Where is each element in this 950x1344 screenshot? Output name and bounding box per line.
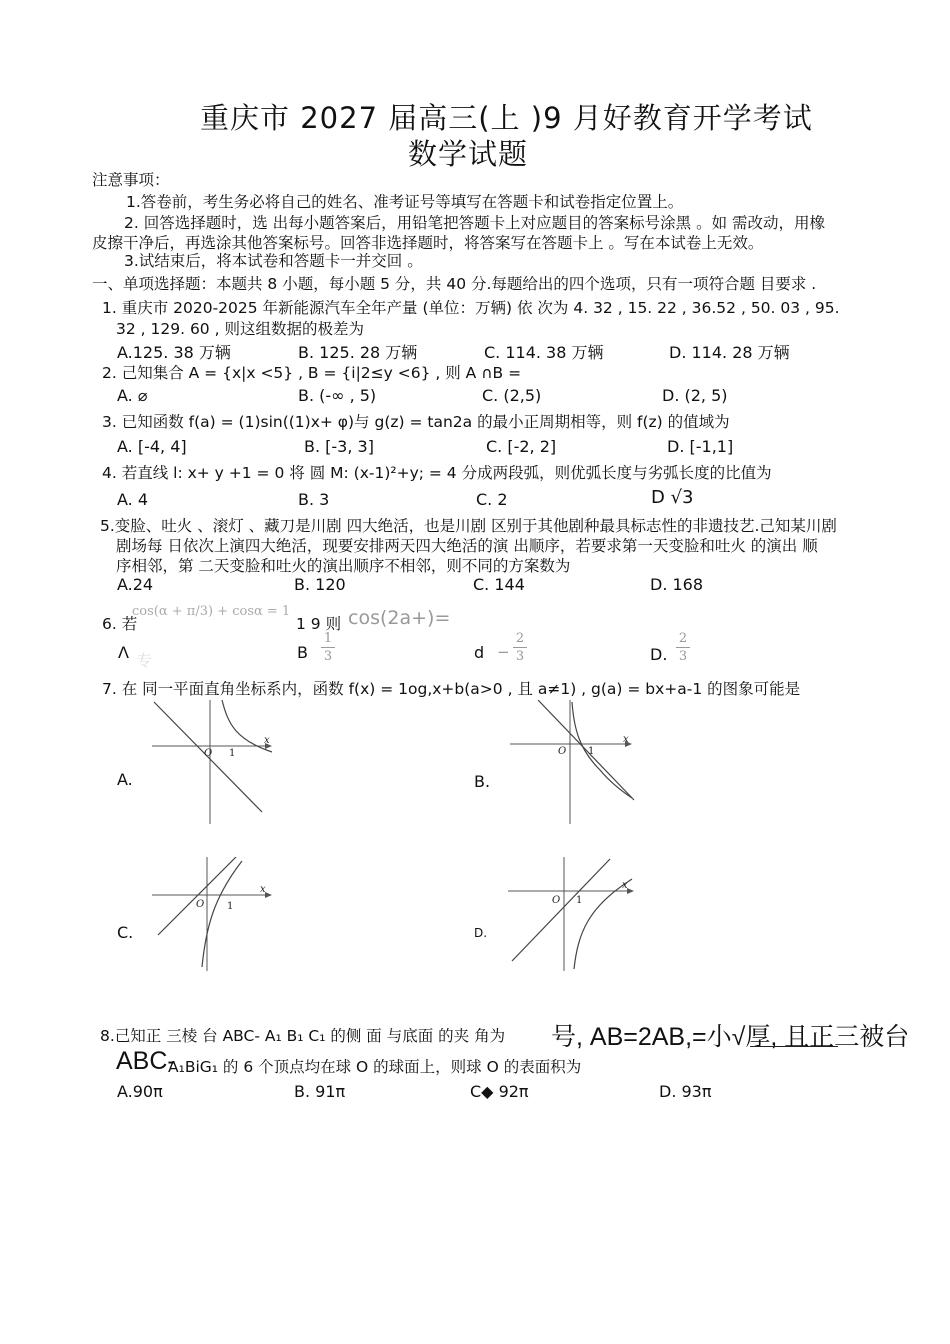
q3-option-d: D. [-1,1] bbox=[667, 437, 734, 456]
q8-stem-line-1a: 8.己知正 三棱 台 ABC- A₁ B₁ C₁ 的侧 面 与底面 的夹 角为 bbox=[100, 1027, 506, 1045]
q3-option-a: A. [-4, 4] bbox=[117, 437, 187, 456]
section-heading: 一、单项选择题：本题共 8 小题，每小题 5 分，共 40 分.每题给出的四个选项，只有一项符合题 目要求 . bbox=[92, 275, 817, 293]
x-label: x bbox=[264, 735, 270, 746]
x-label: x bbox=[622, 880, 628, 891]
q4-stem: 4. 若直线 l: x+ y +1 = 0 将 圆 M: (x-1)²+y; = 4 分成两段弧，则优弧长度与劣弧长度的比值为 bbox=[102, 464, 772, 482]
page-subtitle: 数学试题 bbox=[408, 137, 529, 171]
page-title: 重庆市 2027 届高三(上 )9 月好教育开学考试 bbox=[200, 101, 813, 135]
q1-stem-line-1: 1. 重庆市 2020-2025 年新能源汽车全年产量 (单位：万辆) 依 次为 4. 32 , 15. 22 , 36.52 , 50. 03 , 95. bbox=[102, 299, 840, 317]
q6-option-a-ghost: 专 bbox=[136, 651, 153, 670]
q6-option-c-denominator: 3 bbox=[515, 649, 525, 664]
q5-stem-line-2: 剧场每 日依次上演四大绝活，现要安排两天四大绝活的演 出顺序，若要求第一天变脸和吐火 的演出 顺 bbox=[116, 537, 818, 555]
origin-label: O bbox=[552, 895, 561, 906]
fraction-bar bbox=[676, 647, 690, 648]
q1-option-a: A.125. 38 万辆 bbox=[117, 343, 231, 362]
q7-option-b-label: B. bbox=[474, 772, 491, 791]
q3-option-b: B. [-3, 3] bbox=[304, 437, 374, 456]
q4-option-a: A. 4 bbox=[117, 490, 149, 509]
notice-item-3: 3.试结束后，将本试卷和答题卡一并交回 。 bbox=[124, 252, 423, 270]
log-graph-curve bbox=[572, 702, 632, 798]
q6-number: 6. 若 bbox=[102, 615, 138, 633]
q6-option-c-numerator: 2 bbox=[515, 631, 525, 646]
one-tick-label: 1 bbox=[227, 901, 234, 912]
q4-option-c: C. 2 bbox=[476, 490, 508, 509]
q8-stem-line-1b: 号, AB=2AB,=小√厚, 且正三被台 bbox=[551, 1023, 910, 1051]
origin-label: O bbox=[204, 748, 213, 759]
q6-option-d-numerator: 2 bbox=[678, 631, 688, 646]
q6-option-d: D. bbox=[650, 645, 668, 664]
q5-option-c: C. 144 bbox=[473, 575, 525, 594]
linear-graph-line bbox=[538, 700, 634, 800]
q6-option-c-sign: − bbox=[497, 643, 510, 661]
log-graph-curve bbox=[574, 879, 632, 969]
q2-option-a: A. ⌀ bbox=[117, 386, 148, 405]
x-label: x bbox=[623, 734, 629, 745]
q6-tail-expression: cos(2a+)= bbox=[348, 607, 451, 629]
q4-option-b: B. 3 bbox=[298, 490, 330, 509]
underline-mark bbox=[750, 1046, 838, 1047]
x-label: x bbox=[260, 884, 266, 895]
q1-option-d: D. 114. 28 万辆 bbox=[669, 343, 790, 362]
q8-stem-line-2b: A₁BiG₁ 的 6 个顶点均在球 O 的球面上，则球 O 的表面积为 bbox=[168, 1058, 582, 1076]
q7-option-a-label: A. bbox=[117, 770, 133, 789]
q6-option-a: Λ bbox=[118, 643, 129, 662]
q3-option-c: C. [-2, 2] bbox=[486, 437, 557, 456]
linear-graph-line bbox=[158, 857, 236, 935]
origin-label: O bbox=[558, 746, 567, 757]
q6-option-b-denominator: 3 bbox=[323, 649, 333, 664]
one-tick-label: 1 bbox=[229, 748, 236, 759]
q1-option-b: B. 125. 28 万辆 bbox=[298, 343, 418, 362]
q7-graph-a bbox=[152, 700, 274, 824]
q6-option-c-fraction bbox=[513, 631, 527, 664]
q7-option-d-label: D. bbox=[474, 926, 488, 940]
q3-stem: 3. 已知函数 f(a) = (1)sin((1)x+ φ)与 g(z) = tan2a 的最小正周期相等，则 f(z) 的值域为 bbox=[102, 413, 730, 431]
q5-option-d: D. 168 bbox=[650, 575, 704, 594]
notice-item-2-line-2: 皮擦干净后，再选涂其他答案标号。回答非选择题时，将答案写在答题卡上 。写在本试卷上无效。 bbox=[92, 234, 764, 252]
q7-graph-d bbox=[508, 857, 638, 971]
x-axis-arrow bbox=[265, 892, 272, 898]
q5-option-b: B. 120 bbox=[294, 575, 346, 594]
q8-stem-line-2a: ABC- bbox=[116, 1047, 176, 1075]
q2-option-d: D. (2, 5) bbox=[662, 386, 728, 405]
one-tick-label: 1 bbox=[588, 746, 595, 757]
q2-stem: 2. 己知集合 A = {x|x <5} , B = {i|2≤y <6} , 则 A ∩B = bbox=[102, 364, 522, 382]
q6-option-d-denominator: 3 bbox=[678, 649, 688, 664]
q7-stem: 7. 在 同一平面直角坐标系内，函数 f(x) = 1og,x+b(a>0 , 且 a≠1) , g(a) = bx+a-1 的图象可能是 bbox=[102, 680, 801, 698]
q8-option-d: D. 93π bbox=[659, 1082, 712, 1101]
q8-option-a: A.90π bbox=[117, 1082, 163, 1101]
q6-option-b-fraction bbox=[321, 631, 335, 664]
q6-mid-text: 1 9 则 bbox=[296, 615, 342, 633]
q6-formula: cos(α + π/3) + cosα = 1 bbox=[132, 604, 291, 619]
q8-option-c: C◆ 92π bbox=[470, 1082, 529, 1101]
q7-graph-b bbox=[510, 700, 636, 824]
q5-stem-line-1: 5.变脸、吐火 、滚灯 、藏刀是川剧 四大绝活，也是川剧 区别于其他剧种最具标志性的非遗技艺.己知某川剧 bbox=[100, 517, 837, 535]
q7-graph-c bbox=[152, 857, 274, 971]
origin-label: O bbox=[196, 899, 205, 910]
q1-stem-line-2: 32 , 129. 60 , 则这组数据的极差为 bbox=[116, 320, 364, 338]
q4-option-d: D √3 bbox=[651, 487, 694, 508]
fraction-bar bbox=[513, 647, 527, 648]
q6-option-b-numerator: 1 bbox=[323, 631, 333, 646]
q2-option-b: B. (-∞ , 5) bbox=[298, 386, 377, 405]
q1-option-c: C. 114. 38 万辆 bbox=[484, 343, 604, 362]
q5-stem-line-3: 序相邻，第 二天变脸和吐火的演出顺序不相邻，则不同的方案数为 bbox=[116, 557, 571, 575]
q8-option-b: B. 91π bbox=[294, 1082, 346, 1101]
q6-option-b: B bbox=[297, 643, 308, 662]
notice-item-1: 1.答卷前，考生务必将自己的姓名、准考证号等填写在答题卡和试卷指定位置上。 bbox=[126, 193, 684, 211]
notice-heading: 注意事项： bbox=[92, 171, 170, 189]
q2-option-c: C. (2,5) bbox=[482, 386, 542, 405]
fraction-bar bbox=[321, 647, 335, 648]
log-graph-curve bbox=[202, 861, 242, 967]
q7-option-c-label: C. bbox=[117, 923, 134, 942]
x-axis-arrow bbox=[627, 888, 634, 894]
one-tick-label: 1 bbox=[576, 895, 583, 906]
q5-option-a: A.24 bbox=[117, 575, 154, 594]
q6-option-d-fraction bbox=[676, 631, 690, 664]
notice-item-2-line-1: 2. 回答选择题时，选 出每小题答案后，用铅笔把答题卡上对应题目的答案标号涂黑 。如 需改动，用橡 bbox=[124, 214, 825, 232]
q6-option-c: d bbox=[474, 643, 485, 662]
